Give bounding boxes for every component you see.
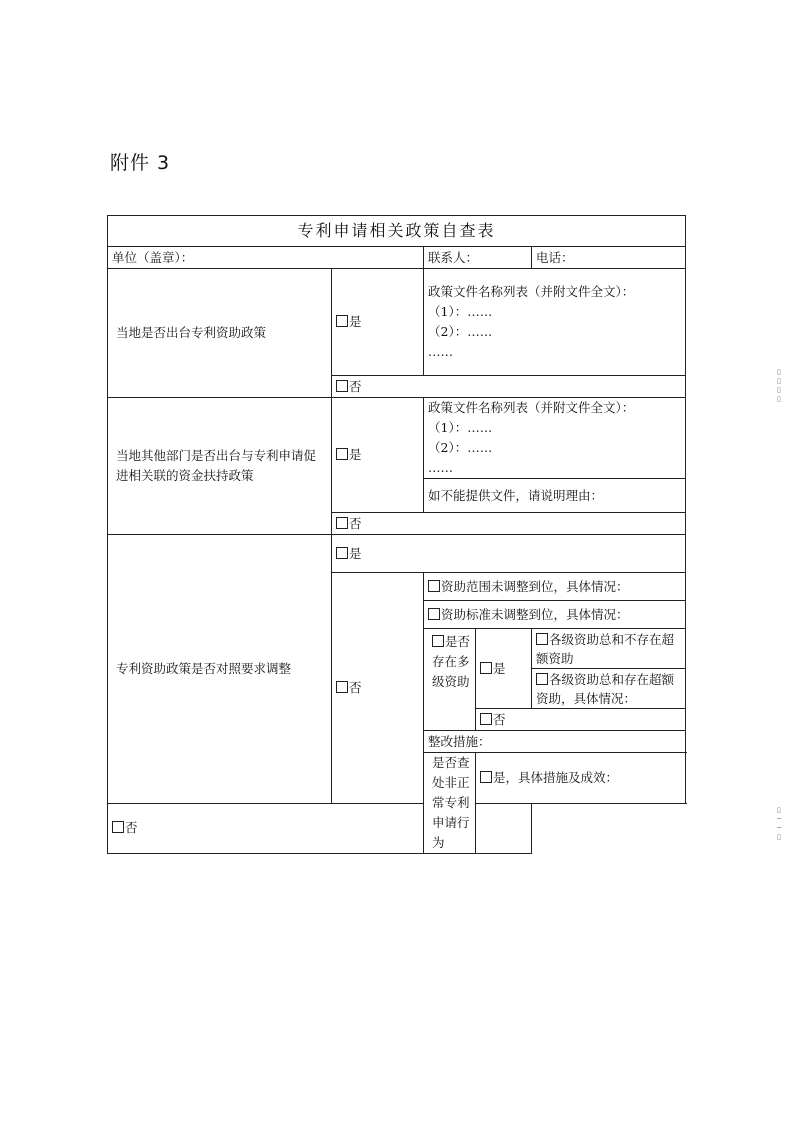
q2-question: 当地其他部门是否出台与专利申请促进相关联的资金扶持政策 (108, 398, 332, 535)
unit-field[interactable]: 单位（盖章）： (108, 247, 424, 269)
q3-standard-option[interactable]: 资助标准未调整到位，具体情况： (424, 601, 686, 629)
q3-multi-level-option[interactable]: 是否存在多级资助 (424, 629, 476, 731)
q4-question: 是否查处非正常专利申请行为 (424, 753, 476, 854)
phone-field[interactable]: 电话： (532, 247, 686, 269)
q1-more: …… (428, 344, 453, 359)
scan-margin-mark-1: ▯ ▯ ▯ ▯ (777, 368, 781, 403)
q3-rectify-field[interactable]: 整改措施： (424, 731, 686, 753)
form-title: 专利申请相关政策自查表 (108, 216, 686, 247)
checkbox-icon[interactable] (336, 681, 348, 693)
q2-yes-option[interactable]: 是 (332, 398, 424, 513)
self-check-form (107, 215, 686, 854)
checkbox-icon[interactable] (536, 673, 548, 685)
checkbox-icon[interactable] (480, 662, 492, 674)
q3-multi-no-option[interactable]: 否 (476, 709, 686, 731)
q2-policy-list[interactable] (424, 398, 686, 479)
q2-reason-field[interactable]: 如不能提供文件，请说明理由： (424, 479, 686, 513)
q1-item-1: （1）：…… (428, 304, 493, 319)
q3-scope-option[interactable]: 资助范围未调整到位，具体情况： (424, 573, 686, 601)
q1-no-option[interactable]: 否 (332, 376, 686, 398)
q3-multi-yes-option[interactable]: 是 (476, 629, 532, 709)
q3-total-exceed-option[interactable]: 各级资助总和存在超额资助，具体情况： (532, 669, 686, 709)
checkbox-icon[interactable] (428, 580, 440, 592)
q2-item-2: （2）：…… (428, 440, 493, 455)
q2-list-title: 政策文件名称列表（并附文件全文）： (428, 400, 635, 415)
q2-item-1: （1）：…… (428, 420, 493, 435)
q1-item-2: （2）：…… (428, 324, 493, 339)
q3-no-option[interactable]: 否 (332, 573, 424, 804)
q1-yes-option[interactable]: 是 (332, 269, 424, 376)
checkbox-icon[interactable] (336, 547, 348, 559)
contact-field[interactable]: 联系人： (424, 247, 532, 269)
q1-list-title: 政策文件名称列表（并附文件全文）： (428, 284, 635, 299)
checkbox-icon[interactable] (336, 517, 348, 529)
checkbox-icon[interactable] (428, 608, 440, 620)
q4-yes-option[interactable]: 是，具体措施及成效： (476, 753, 686, 804)
annex-label: 附件 3 (110, 152, 171, 174)
q3-total-not-exceed-option[interactable]: 各级资助总和不存在超额资助 (532, 629, 686, 669)
checkbox-icon[interactable] (336, 448, 348, 460)
q1-policy-list[interactable] (424, 269, 686, 376)
checkbox-icon[interactable] (112, 821, 124, 833)
checkbox-icon[interactable] (432, 635, 444, 647)
checkbox-icon[interactable] (480, 713, 492, 725)
scan-margin-mark-2: ▯ ─ ─ ▯ (777, 806, 782, 841)
checkbox-icon[interactable] (336, 380, 348, 392)
checkbox-icon[interactable] (536, 633, 548, 645)
checkbox-icon[interactable] (480, 771, 492, 783)
q3-yes-option[interactable]: 是 (332, 535, 686, 573)
q2-more: …… (428, 460, 453, 475)
q3-question: 专利资助政策是否对照要求调整 (108, 535, 332, 804)
q2-no-option[interactable]: 否 (332, 513, 686, 535)
q4-no-option[interactable]: 否 (108, 803, 532, 854)
checkbox-icon[interactable] (336, 315, 348, 327)
q1-question: 当地是否出台专利资助政策 (108, 269, 332, 398)
